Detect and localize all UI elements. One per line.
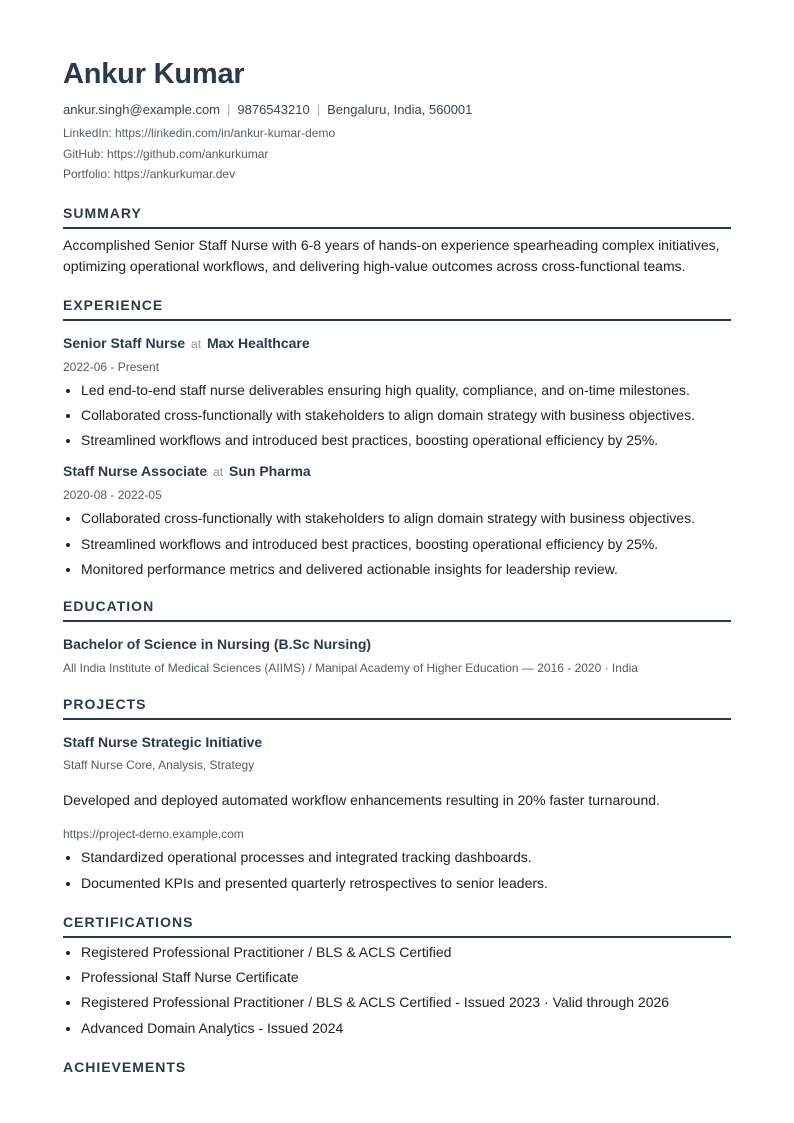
list-item: • Led end-to-end staff nurse deliverables ensuring high quality, compliance, and on-time milestones. <box>81 378 731 403</box>
project-bullets <box>63 845 731 896</box>
degree-title: Bachelor of Science in Nursing (B.Sc Nursing) <box>63 636 372 653</box>
job-entry <box>63 461 731 582</box>
list-item: • Registered Professional Practitioner / BLS & ACLS Certified - Issued 2023 · Valid through 2026 <box>81 990 731 1015</box>
job-bullets <box>63 506 731 582</box>
project-tags: Staff Nurse Core, Analysis, Strategy <box>63 758 255 773</box>
list-item: • Standardized operational processes and integrated tracking dashboards. <box>81 845 731 870</box>
job-company: Sun Pharma <box>229 463 311 480</box>
portfolio-link[interactable]: Portfolio: https://ankurkumar.dev <box>63 167 236 181</box>
education-details: All India Institute of Medical Sciences (AIIMS) / Manipal Academy of Higher Education — 2016 - 2020 · India <box>63 661 638 676</box>
candidate-name: Ankur Kumar <box>63 58 245 90</box>
summary-text: Accomplished Senior Staff Nurse with 6-8 years of hands-on experience spearheading complex initiatives, optimizing operational workflows, and delivering high-value outcomes across cross-functional teams. <box>63 236 720 274</box>
list-item: • Collaborated cross-functionally with stakeholders to align domain strategy with business objectives. <box>81 506 731 531</box>
experience-section <box>63 296 731 583</box>
section-title-achievements: ACHIEVEMENTS <box>63 1059 187 1076</box>
separator: | <box>227 102 231 117</box>
project-description: Developed and deployed automated workflow enhancements resulting in 20% faster turnaround. <box>63 792 660 809</box>
project-link[interactable]: https://project-demo.example.com <box>63 827 244 842</box>
email-link[interactable]: ankur.singh@example.com <box>63 102 220 117</box>
section-title-projects: PROJECTS <box>63 695 731 720</box>
achievements-section <box>63 1058 731 1081</box>
summary-section <box>63 204 731 278</box>
job-role: Staff Nurse Associate <box>63 463 208 480</box>
job-company: Max Healthcare <box>206 334 310 351</box>
job-role: Senior Staff Nurse <box>63 334 186 351</box>
linkedin-link[interactable]: LinkedIn: https://linkedin.com/in/ankur-kumar-demo <box>63 126 336 140</box>
certification-list <box>63 940 731 1041</box>
section-title-summary: SUMMARY <box>63 204 731 229</box>
list-item: • Streamlined workflows and introduced best practices, boosting operational efficiency by 25%. <box>81 532 731 557</box>
certifications-section <box>63 913 731 1041</box>
list-item: • Registered Professional Practitioner / BLS & ACLS Certified <box>81 940 731 965</box>
section-title-experience: EXPERIENCE <box>63 296 731 321</box>
job-at: at <box>191 336 202 351</box>
list-item: • Documented KPIs and presented quarterly retrospectives to senior leaders. <box>81 871 731 896</box>
profile-links <box>63 123 731 185</box>
contact-line <box>63 101 731 119</box>
projects-section <box>63 695 731 896</box>
project-title: Staff Nurse Strategic Initiative <box>63 734 263 751</box>
resume-page <box>63 56 731 1081</box>
job-bullets <box>63 378 731 454</box>
list-item: • Streamlined workflows and introduced best practices, boosting operational efficiency by 25%. <box>81 428 731 453</box>
list-item: • Advanced Domain Analytics - Issued 2024 <box>81 1016 731 1041</box>
job-at: at <box>213 465 224 480</box>
github-link[interactable]: GitHub: https://github.com/ankurkumar <box>63 146 269 161</box>
job-title <box>63 461 731 482</box>
location: Bengaluru, India, 560001 <box>327 102 473 117</box>
education-section <box>63 597 731 677</box>
job-dates: 2022-06 - Present <box>63 359 160 374</box>
job-dates: 2020-08 - 2022-05 <box>63 488 162 503</box>
job-entry <box>63 333 731 454</box>
phone-number: 9876543210 <box>237 102 310 117</box>
list-item: • Collaborated cross-functionally with stakeholders to align domain strategy with business objectives. <box>81 403 731 428</box>
list-item: • Professional Staff Nurse Certificate <box>81 965 731 990</box>
section-title-certifications: CERTIFICATIONS <box>63 913 731 938</box>
separator: | <box>316 102 321 117</box>
list-item: • Monitored performance metrics and delivered actionable insights for leadership review. <box>81 557 731 582</box>
job-title <box>63 333 731 354</box>
section-title-education: EDUCATION <box>63 597 731 622</box>
